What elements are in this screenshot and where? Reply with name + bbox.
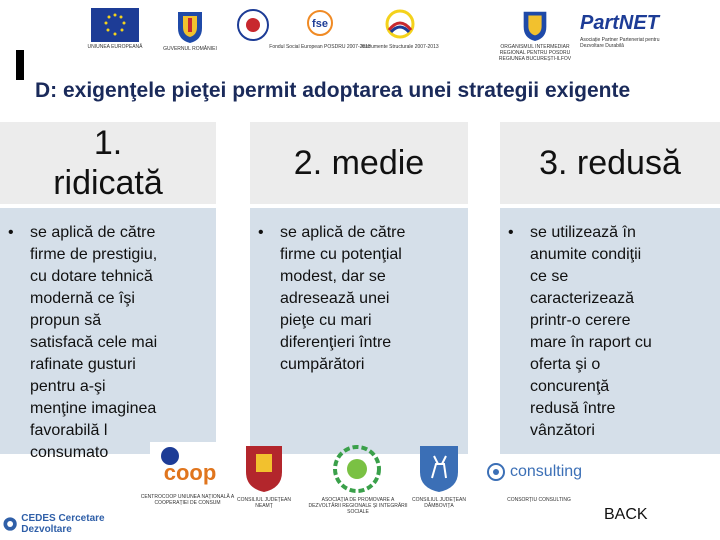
- deer-shield-icon: [418, 444, 460, 494]
- coop-icon: [150, 442, 228, 490]
- bullet-icon: •: [8, 224, 14, 241]
- column-ridicata: [0, 208, 216, 461]
- text-medie: se aplică de către firme cu potenţial modest, dar se adresează unei pieţe cu mari diferenţieri între cumpărători: [280, 224, 406, 373]
- eu-caption: UNIUNEA EUROPEANĂ: [87, 44, 143, 50]
- fse-caption: Fondul Social European POSDRU 2007-2013: [269, 44, 371, 50]
- dambovita-caption: CONSILIUL JUDEȚEAN DÂMBOVIȚA: [412, 497, 466, 509]
- oi-caption: ORGANISMUL INTERMEDIAR REGIONAL PENTRU POSDRU REGIUNEA BUCUREȘTI-ILFOV: [498, 44, 572, 62]
- consulting-logo: [486, 460, 616, 484]
- fse-logo: [269, 8, 371, 68]
- bullet-icon: •: [508, 224, 514, 241]
- dambovita-logo: [418, 444, 460, 494]
- partnet-caption: Asociație Partner Parteneriat pentru Dezvoltare Durabilă: [580, 37, 660, 49]
- partnet-logo: [580, 8, 690, 68]
- column-redusa: [500, 208, 720, 454]
- eu-flag-logo: [85, 8, 145, 68]
- title-accent-bar: [16, 50, 24, 80]
- cedes-wordmark: CEDES Cercetare Dezvoltare: [21, 513, 105, 535]
- cedes-logo: [2, 512, 122, 536]
- partner-logo-strip: [75, 8, 715, 78]
- coat-of-arms-icon: [520, 8, 550, 42]
- structural-instruments-icon: [380, 8, 420, 42]
- heading-redusa: 3. redusă: [500, 122, 720, 204]
- circle-logo: [233, 8, 273, 68]
- circle-seal-icon: [236, 8, 270, 42]
- svg-text:coop: coop: [163, 460, 217, 485]
- adr-logo: [328, 444, 386, 494]
- cedes-icon: [2, 513, 18, 535]
- consulting-icon: [486, 462, 506, 482]
- consulting-caption: CONSORȚIU CONSULTING: [507, 497, 571, 503]
- column-medie: [250, 208, 468, 454]
- coat-of-arms-icon: [175, 8, 205, 44]
- heading-medie: 2. medie: [250, 122, 468, 204]
- bullet-icon: •: [258, 224, 264, 241]
- back-link[interactable]: BACK: [604, 506, 648, 523]
- fse-icon: [300, 8, 340, 42]
- people-circle-icon: [328, 444, 386, 494]
- coop-caption: CENTROCOOP UNIUNEA NAȚIONALĂ A COOPERAȚIEI DE CONSUM: [140, 494, 235, 506]
- adr-caption: ASOCIAȚIA DE PROMOVARE A DEZVOLTĂRII REGIONALE ȘI INTEGRĂRII SOCIALE: [308, 497, 408, 515]
- oi-logo: [495, 8, 575, 68]
- text-ridicata: se aplică de către firme de prestigiu, cu dotare tehnică modernă ce îşi propun să satisfacă cele mai rafinate gusturi pentru a-şi menţine imaginea favorabilă l consumato: [30, 224, 158, 461]
- slide-title: D: exigenţele pieţei permit adoptarea unei strategii exigente: [35, 79, 631, 102]
- neamt-logo: [244, 444, 284, 494]
- consulting-wordmark: consulting: [510, 463, 583, 480]
- heading-ridicata: 1. ridicată: [0, 122, 216, 204]
- coop-logo: [150, 442, 228, 490]
- gov-caption: GUVERNUL ROMÂNIEI: [163, 46, 217, 52]
- svg-text:fse: fse: [312, 18, 328, 30]
- partnet-wordmark: PartNET: [580, 12, 659, 34]
- is-logo: [361, 8, 439, 68]
- neamt-caption: CONSILIUL JUDEȚEAN NEAMȚ: [237, 497, 291, 509]
- text-redusa: se utilizează în anumite condiţii ce se caracterizează printr-o cerere mare în raport cu oferta şi o concurenţă redusă între vânzători: [530, 224, 652, 439]
- neamt-shield-icon: [244, 444, 284, 494]
- gov-logo: [165, 8, 215, 68]
- is-caption: Instrumente Structurale 2007-2013: [361, 44, 439, 50]
- eu-flag-icon: [91, 8, 139, 42]
